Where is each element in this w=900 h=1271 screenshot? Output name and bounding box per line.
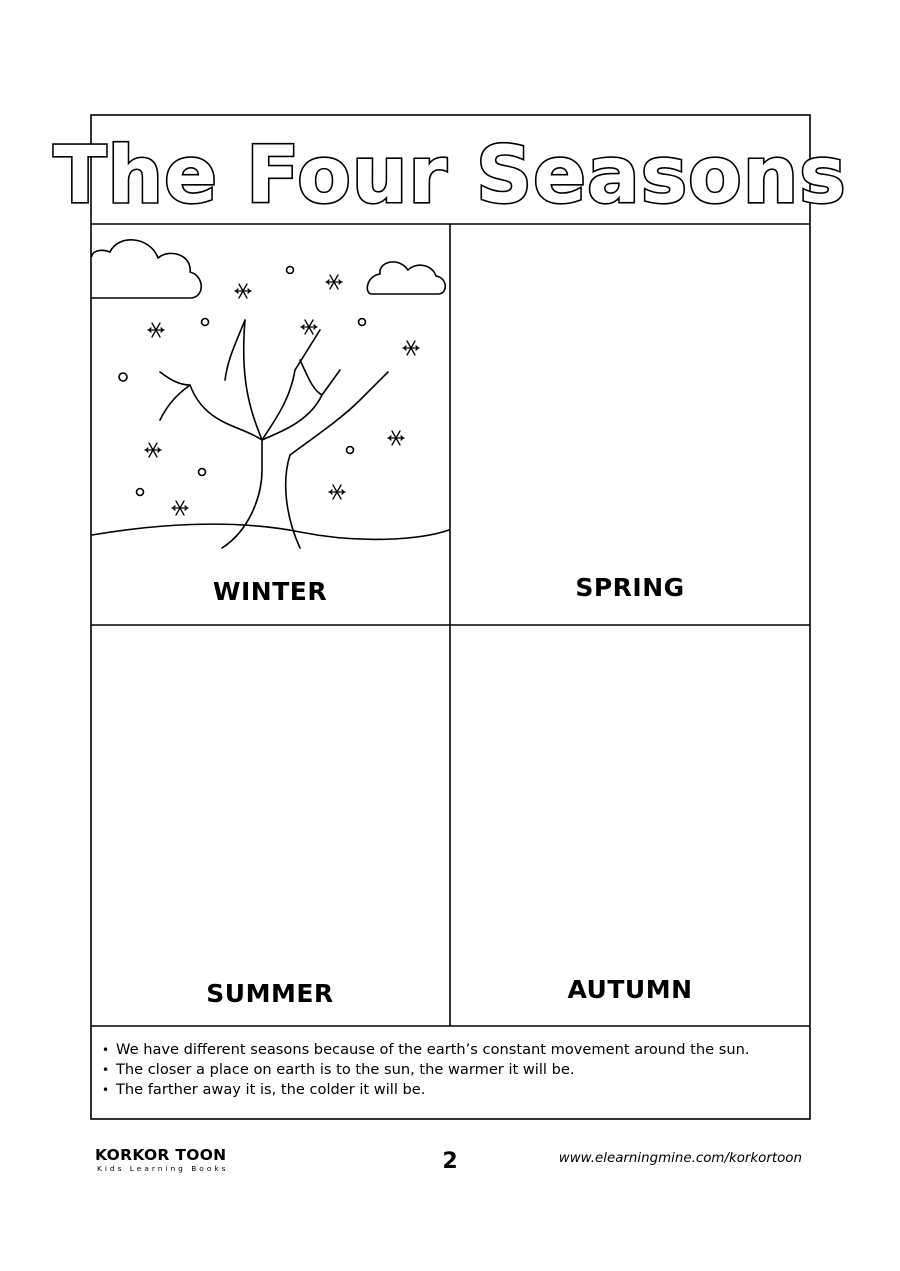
bullet-icon: • xyxy=(102,1083,110,1097)
fact-text: We have different seasons because of the earth’s constant movement around the sun. xyxy=(116,1041,750,1058)
season-label-winter: WINTER xyxy=(212,577,328,606)
list-item xyxy=(102,1060,802,1080)
bullet-icon: • xyxy=(102,1063,110,1077)
cloud-icon xyxy=(92,240,201,298)
season-facts-list xyxy=(102,1040,802,1100)
page-title: The Four Seasons xyxy=(53,131,847,221)
season-label-spring: SPRING xyxy=(575,573,685,602)
website-link[interactable]: www.elearningmine.com/korkortoon xyxy=(558,1151,802,1166)
brand-name: KORKOR TOON xyxy=(95,1146,227,1164)
brand-tagline: Kids Learning Books xyxy=(97,1164,229,1173)
fact-text: The closer a place on earth is to the sun, the warmer it will be. xyxy=(116,1061,575,1078)
winter-illustration xyxy=(92,240,449,548)
season-label-autumn: AUTUMN xyxy=(567,975,693,1004)
page-frame xyxy=(91,115,810,1119)
bullet-icon: • xyxy=(102,1043,110,1057)
season-label-summer: SUMMER xyxy=(206,979,334,1008)
page-number: 2 xyxy=(442,1149,458,1174)
list-item xyxy=(102,1040,802,1060)
cloud-icon xyxy=(367,262,445,294)
fact-text: The farther away it is, the colder it will be. xyxy=(116,1081,426,1098)
list-item xyxy=(102,1080,802,1100)
